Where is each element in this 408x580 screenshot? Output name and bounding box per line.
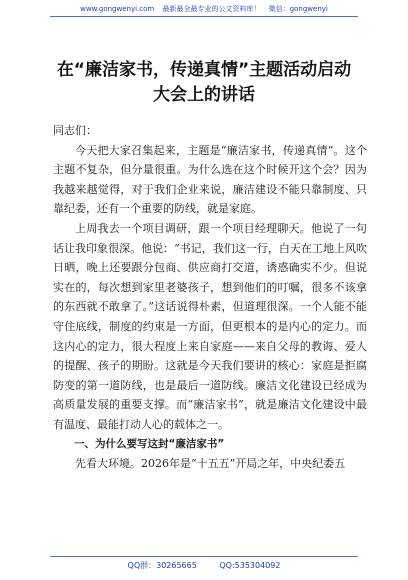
page-footer: [0, 560, 408, 571]
header-wechat: 微信：gongwenyi: [268, 5, 328, 13]
header-divider: [50, 16, 358, 17]
footer-divider: [50, 556, 358, 557]
footer-qq: QQ:535304092: [219, 561, 281, 570]
section-heading: 一、为什么要写这封“廉洁家书”: [74, 437, 225, 450]
document-body: [53, 121, 367, 474]
header-site: www.gongwenyi.com: [80, 5, 155, 13]
paragraph: 先看大环境。2026年是“十五五”开局之年，中央纪委五: [75, 457, 346, 471]
document-title: [40, 58, 368, 108]
header-slogan: 最新最全最专业的公文资料库！: [162, 5, 261, 13]
page-header: [0, 4, 408, 14]
title-line-2: 大会上的讲话: [153, 85, 255, 105]
title-line-1: 在“廉洁家书，传递真情”主题活动启动: [56, 60, 352, 80]
salutation: 同志们：: [53, 124, 97, 137]
paragraph: 上周我去一个项目调研，跟一个项目经理聊天。他说了一句话让我印象很深。他说：“书记，我们这一行，白天在工地上风吹日晒，晚上还要跟分包商、供应商打交道，诱惑确实不少。但说实在的，每次想到家里老婆孩子，想到他们的叮嘱，很多不该拿的东西就不敢拿了。”这话说得朴素，但道理很深。一个人能不能守住底线，制度的约束是一方面，但更根本的是内心的定力。而这内心的定力，很大程度上来自家庭——来自父母的教诲、爱人的提醒、孩子的期盼。这就是今天我们要讲的核心：家庭是拒腐防变的第一道防线，也是最后一道防线。廉洁文化建设已经成为高质量发展的重要支撑。而“廉洁家书”，就是廉洁文化建设中最有温度、最能打动人心的载体之一。: [53, 221, 367, 431]
footer-qq-group: QQ群：30265665: [127, 561, 197, 570]
paragraph: 今天把大家召集起来，主题是“廉洁家书，传递真情”。这个主题不复杂，但分量很重。为什么选在这个时候开这个会？因为我越来越觉得，对于我们企业来说，廉洁建设不能只靠制度、只靠纪委，还有一个重要的防线，就是家庭。: [53, 143, 367, 216]
